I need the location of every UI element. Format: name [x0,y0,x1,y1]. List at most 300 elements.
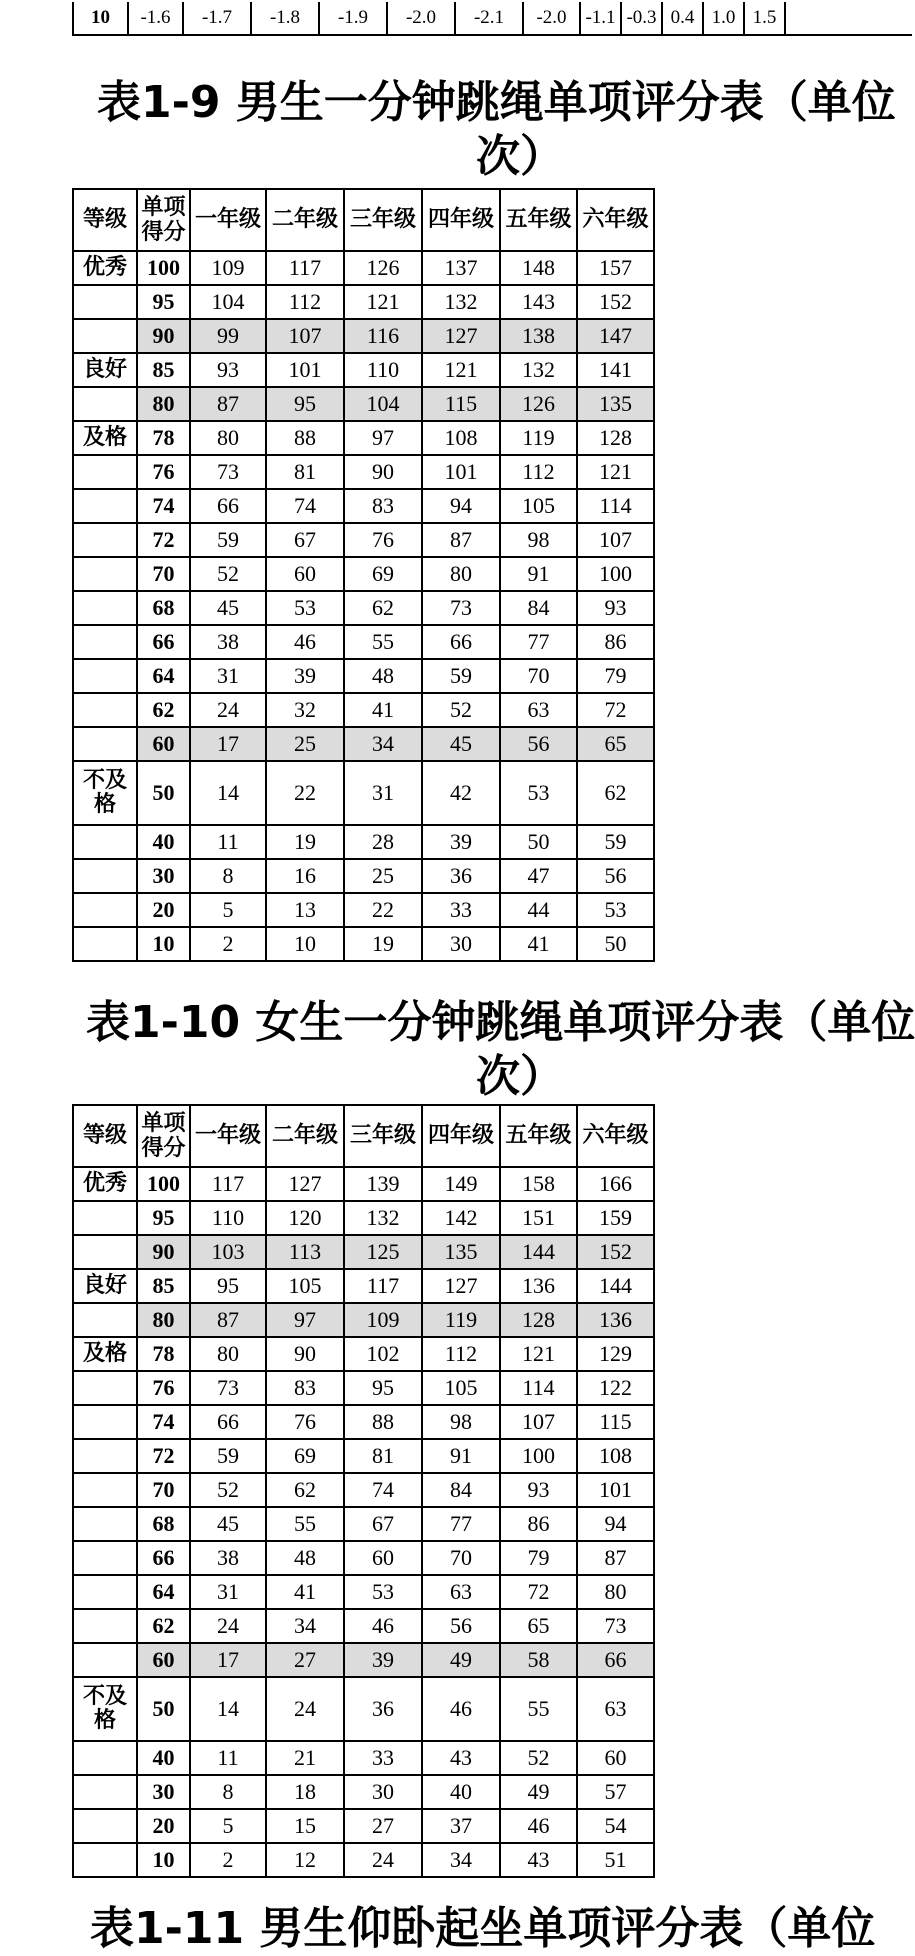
score-cell: 10 [73,2,128,34]
previous-table-last-row [72,2,786,34]
score-cell: 20 [137,893,190,927]
value-cell: 87 [190,387,266,421]
value-cell: 79 [500,1541,577,1575]
value-cell: 122 [577,1371,654,1405]
value-cell: -1.9 [319,2,387,34]
score-cell: 78 [137,421,190,455]
value-cell: 115 [422,387,500,421]
value-cell: 132 [344,1201,422,1235]
table-row [73,893,654,927]
value-cell: 31 [190,1575,266,1609]
value-cell: 121 [577,455,654,489]
value-cell: 142 [422,1201,500,1235]
value-cell: -0.3 [621,2,662,34]
value-cell: 95 [190,1269,266,1303]
value-cell: 109 [344,1303,422,1337]
table-row [73,1371,654,1405]
score-cell: 66 [137,625,190,659]
value-cell: 45 [422,727,500,761]
value-cell: 86 [577,625,654,659]
score-cell: 10 [137,927,190,961]
value-cell: 93 [500,1473,577,1507]
grade-cell [73,387,137,421]
value-cell: 73 [190,455,266,489]
grade-cell [73,927,137,961]
header-grade-3: 三年级 [344,1105,422,1167]
value-cell: 56 [577,859,654,893]
table-row [73,523,654,557]
value-cell: 12 [266,1843,344,1877]
value-cell: 114 [577,489,654,523]
score-cell: 74 [137,489,190,523]
previous-table-fragment [72,0,912,36]
value-cell: 147 [577,319,654,353]
value-cell: 86 [500,1507,577,1541]
value-cell: 115 [577,1405,654,1439]
value-cell: 47 [500,859,577,893]
value-cell: 70 [422,1541,500,1575]
table-row [73,1677,654,1741]
header-grade-6: 六年级 [577,1105,654,1167]
value-cell: 59 [190,1439,266,1473]
value-cell: 90 [344,455,422,489]
value-cell: 151 [500,1201,577,1235]
table-row [73,1337,654,1371]
value-cell: 100 [500,1439,577,1473]
table-row [73,927,654,961]
value-cell: 25 [266,727,344,761]
grade-cell [73,1541,137,1575]
score-cell: 50 [137,761,190,825]
table-row [73,591,654,625]
value-cell: 152 [577,1235,654,1269]
header-grade-3: 三年级 [344,189,422,251]
value-cell: 166 [577,1167,654,1201]
score-cell: 68 [137,1507,190,1541]
table-row [73,557,654,591]
value-cell: 127 [266,1167,344,1201]
table-row [73,1541,654,1575]
value-cell: 66 [190,1405,266,1439]
value-cell: 53 [344,1575,422,1609]
score-cell: 70 [137,1473,190,1507]
table-header-row [73,1105,654,1167]
value-cell: 87 [422,523,500,557]
table-row [73,1609,654,1643]
table-row [73,421,654,455]
grade-cell [73,523,137,557]
value-cell: 0.4 [662,2,703,34]
grade-cell [73,1507,137,1541]
score-cell: 74 [137,1405,190,1439]
table-title-line1: 表1-9 男生一分钟跳绳单项评分表（单位 [97,77,896,128]
value-cell: 114 [500,1371,577,1405]
grade-cell [73,1371,137,1405]
table-row [73,1167,654,1201]
next-table-title: 表1-11 男生仰卧起坐单项评分表（单位 [90,1903,876,1954]
table-title-line2: 次） [476,1051,564,1102]
grade-cell [73,693,137,727]
grade-cell [73,1405,137,1439]
value-cell: 108 [577,1439,654,1473]
value-cell: 98 [500,523,577,557]
value-cell: 117 [344,1269,422,1303]
value-cell: 24 [344,1843,422,1877]
value-cell: 15 [266,1809,344,1843]
value-cell: 13 [266,893,344,927]
score-cell: 40 [137,1741,190,1775]
value-cell: 16 [266,859,344,893]
value-cell: 59 [190,523,266,557]
table-row [73,489,654,523]
value-cell: 38 [190,1541,266,1575]
value-cell: 84 [500,591,577,625]
value-cell: 59 [422,659,500,693]
value-cell: 107 [266,319,344,353]
grade-cell [73,1439,137,1473]
score-cell: 20 [137,1809,190,1843]
value-cell: 66 [422,625,500,659]
header-grade-5: 五年级 [500,189,577,251]
value-cell: 2 [190,1843,266,1877]
value-cell: 125 [344,1235,422,1269]
header-grade-2: 二年级 [266,1105,344,1167]
grade-cell [73,625,137,659]
value-cell: 119 [500,421,577,455]
value-cell: 126 [500,387,577,421]
table-row [73,2,785,34]
value-cell: 46 [266,625,344,659]
value-cell: 33 [344,1741,422,1775]
value-cell: 139 [344,1167,422,1201]
grade-cell [73,825,137,859]
value-cell: 136 [577,1303,654,1337]
value-cell: 52 [422,693,500,727]
value-cell: 93 [190,353,266,387]
value-cell: 45 [190,591,266,625]
grade-cell: 良好 [73,1269,137,1303]
table-row [73,1575,654,1609]
grade-cell [73,893,137,927]
value-cell: 73 [422,591,500,625]
score-cell: 76 [137,1371,190,1405]
value-cell: 126 [344,251,422,285]
value-cell: 90 [266,1337,344,1371]
score-cell: 95 [137,1201,190,1235]
value-cell: 107 [500,1405,577,1439]
header-grade-6: 六年级 [577,189,654,251]
value-cell: 128 [500,1303,577,1337]
value-cell: -1.8 [251,2,319,34]
value-cell: 59 [577,825,654,859]
value-cell: 83 [344,489,422,523]
boys-jump-rope-score-table [72,188,655,962]
grade-cell [73,1741,137,1775]
value-cell: 34 [422,1843,500,1877]
value-cell: 113 [266,1235,344,1269]
value-cell: 49 [422,1643,500,1677]
grade-cell [73,1809,137,1843]
value-cell: 33 [422,893,500,927]
score-cell: 100 [137,251,190,285]
value-cell: 100 [577,557,654,591]
score-cell: 80 [137,387,190,421]
grade-cell [73,659,137,693]
value-cell: 79 [577,659,654,693]
score-cell: 64 [137,659,190,693]
value-cell: 67 [266,523,344,557]
value-cell: 77 [500,625,577,659]
value-cell: 46 [500,1809,577,1843]
value-cell: 57 [577,1775,654,1809]
score-cell: 10 [137,1843,190,1877]
value-cell: 144 [500,1235,577,1269]
value-cell: 34 [344,727,422,761]
value-cell: 127 [422,319,500,353]
grade-cell [73,1303,137,1337]
value-cell: 101 [577,1473,654,1507]
value-cell: 32 [266,693,344,727]
score-cell: 30 [137,1775,190,1809]
value-cell: 119 [422,1303,500,1337]
score-cell: 85 [137,1269,190,1303]
value-cell: 112 [422,1337,500,1371]
header-grade: 等级 [73,1105,137,1167]
value-cell: 53 [266,591,344,625]
value-cell: 80 [190,1337,266,1371]
value-cell: 17 [190,727,266,761]
score-cell: 76 [137,455,190,489]
value-cell: 56 [500,727,577,761]
value-cell: 101 [422,455,500,489]
score-cell: 78 [137,1337,190,1371]
value-cell: 99 [190,319,266,353]
value-cell: 102 [344,1337,422,1371]
value-cell: 43 [422,1741,500,1775]
value-cell: 11 [190,1741,266,1775]
value-cell: 149 [422,1167,500,1201]
value-cell: -1.6 [128,2,183,34]
value-cell: 52 [190,1473,266,1507]
next-table-title-fragment [90,1902,876,1954]
value-cell: 121 [422,353,500,387]
value-cell: 63 [422,1575,500,1609]
grade-cell: 不及 格 [73,1677,137,1741]
table-body [73,1167,654,1877]
table-row [73,1235,654,1269]
value-cell: 141 [577,353,654,387]
value-cell: 72 [500,1575,577,1609]
value-cell: 74 [266,489,344,523]
score-cell: 64 [137,1575,190,1609]
value-cell: 148 [500,251,577,285]
table-title-line1: 表1-10 女生一分钟跳绳单项评分表（单位 [86,997,915,1048]
value-cell: 105 [422,1371,500,1405]
score-cell: 90 [137,1235,190,1269]
score-cell: 60 [137,1643,190,1677]
value-cell: 117 [266,251,344,285]
value-cell: 74 [344,1473,422,1507]
value-cell: 80 [190,421,266,455]
value-cell: 62 [577,761,654,825]
value-cell: 91 [500,557,577,591]
value-cell: 129 [577,1337,654,1371]
value-cell: 104 [190,285,266,319]
table-row [73,1473,654,1507]
value-cell: 128 [577,421,654,455]
grade-cell: 良好 [73,353,137,387]
grade-cell [73,727,137,761]
table-row [73,1843,654,1877]
value-cell: 36 [422,859,500,893]
score-cell: 90 [137,319,190,353]
score-cell: 40 [137,825,190,859]
table-header-row [73,189,654,251]
value-cell: 121 [344,285,422,319]
value-cell: 88 [344,1405,422,1439]
value-cell: 45 [190,1507,266,1541]
value-cell: 39 [422,825,500,859]
value-cell: 58 [500,1643,577,1677]
value-cell: 46 [344,1609,422,1643]
grade-cell: 优秀 [73,1167,137,1201]
value-cell: 80 [577,1575,654,1609]
grade-cell [73,557,137,591]
value-cell: -2.1 [455,2,523,34]
table-title-boys [0,76,896,184]
table-row [73,1201,654,1235]
value-cell: 52 [500,1741,577,1775]
value-cell: 22 [344,893,422,927]
score-cell: 72 [137,523,190,557]
value-cell: 109 [190,251,266,285]
value-cell: 40 [422,1775,500,1809]
value-cell: 81 [266,455,344,489]
value-cell: 144 [577,1269,654,1303]
value-cell: 117 [190,1167,266,1201]
table-row [73,387,654,421]
grade-cell [73,455,137,489]
value-cell: 41 [344,693,422,727]
value-cell: 44 [500,893,577,927]
table-row [73,825,654,859]
value-cell: 112 [266,285,344,319]
value-cell: 132 [422,285,500,319]
value-cell: 112 [500,455,577,489]
value-cell: 39 [344,1643,422,1677]
score-cell: 60 [137,727,190,761]
value-cell: 83 [266,1371,344,1405]
score-cell: 68 [137,591,190,625]
value-cell: 1.5 [744,2,785,34]
table-row [73,1269,654,1303]
table-row [73,761,654,825]
grade-cell [73,1473,137,1507]
value-cell: -1.7 [183,2,251,34]
value-cell: 31 [190,659,266,693]
value-cell: 81 [344,1439,422,1473]
value-cell: 5 [190,1809,266,1843]
score-cell: 62 [137,1609,190,1643]
grade-cell: 及格 [73,421,137,455]
score-cell: 95 [137,285,190,319]
score-cell: 62 [137,693,190,727]
table-row [73,285,654,319]
value-cell: 52 [190,557,266,591]
score-cell: 70 [137,557,190,591]
value-cell: 48 [344,659,422,693]
value-cell: 93 [577,591,654,625]
value-cell: 73 [577,1609,654,1643]
value-cell: 65 [500,1609,577,1643]
header-grade-5: 五年级 [500,1105,577,1167]
value-cell: 132 [500,353,577,387]
value-cell: 49 [500,1775,577,1809]
value-cell: 11 [190,825,266,859]
value-cell: 69 [344,557,422,591]
value-cell: 110 [190,1201,266,1235]
value-cell: 80 [422,557,500,591]
value-cell: 55 [266,1507,344,1541]
value-cell: 41 [500,927,577,961]
grade-cell [73,285,137,319]
value-cell: 62 [266,1473,344,1507]
value-cell: 136 [500,1269,577,1303]
value-cell: 41 [266,1575,344,1609]
value-cell: 72 [577,693,654,727]
score-cell: 50 [137,1677,190,1741]
value-cell: 69 [266,1439,344,1473]
value-cell: 104 [344,387,422,421]
grade-cell [73,859,137,893]
value-cell: 27 [344,1809,422,1843]
table-row [73,1741,654,1775]
value-cell: 21 [266,1741,344,1775]
table-title-line2: 次） [476,131,564,182]
value-cell: 103 [190,1235,266,1269]
grade-cell [73,489,137,523]
value-cell: 77 [422,1507,500,1541]
value-cell: 53 [500,761,577,825]
value-cell: 101 [266,353,344,387]
value-cell: 38 [190,625,266,659]
value-cell: 135 [422,1235,500,1269]
value-cell: 39 [266,659,344,693]
value-cell: 65 [577,727,654,761]
value-cell: 50 [500,825,577,859]
value-cell: 43 [500,1843,577,1877]
girls-jump-rope-score-table [72,1104,655,1878]
value-cell: 34 [266,1609,344,1643]
value-cell: 127 [422,1269,500,1303]
value-cell: 50 [577,927,654,961]
value-cell: 87 [190,1303,266,1337]
value-cell: 110 [344,353,422,387]
score-cell: 80 [137,1303,190,1337]
table-row [73,251,654,285]
value-cell: 27 [266,1643,344,1677]
value-cell: 73 [190,1371,266,1405]
grade-cell [73,591,137,625]
table-row [73,659,654,693]
table-row [73,1775,654,1809]
value-cell: 97 [344,421,422,455]
value-cell: 60 [344,1541,422,1575]
grade-cell: 及格 [73,1337,137,1371]
value-cell: 95 [344,1371,422,1405]
table-row [73,859,654,893]
grade-cell [73,319,137,353]
